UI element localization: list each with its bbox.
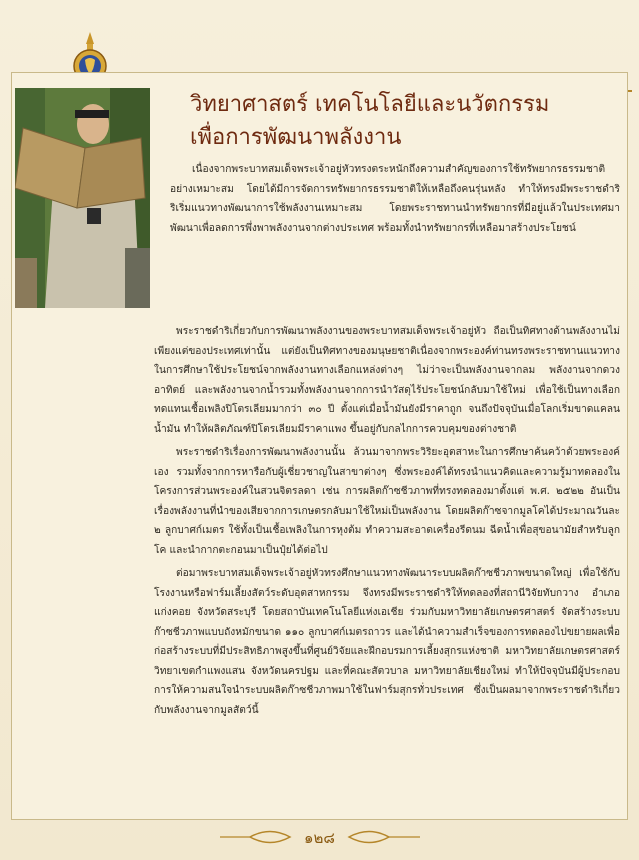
paragraph-1: เนื่องจากพระบาทสมเด็จพระเจ้าอยู่หัวทรงตระหนักถึงความสำคัญของการใช้ทรัพยากรธรรมชาติอย่างเหมาะสม โดยได้มีการจัดการทรัพยากรธรรมชาติให้เหลือถึงคนรุ่นหลัง ทำให้ทรงมีพระราชดำริริเริ่มแนวทางพัฒนาการใช้พลังงานเหมาะสม โดยพระราชทานนำทรัพยากรที่มีอยู่แล้วในประเทศมาพัฒนาเพื่อลดการพึ่งพาพลังงานจากต่างประเทศ พร้อมทั้งนำทรัพยากรที่เหลือมาสร้างประโยชน์ — [170, 164, 620, 234]
page-number: ๑๒๘ — [304, 829, 335, 847]
title-line-2: เพื่อการพัฒนาพลังงาน — [190, 125, 402, 150]
header — [0, 28, 639, 62]
photo-illustration — [15, 88, 150, 308]
paragraph-2: พระราชดำริเกี่ยวกับการพัฒนาพลังงานของพระบาทสมเด็จพระเจ้าอยู่หัว ถือเป็นทิศทางด้านพลังงานไม่เพียงแต่ของประเทศเท่านั้น แต่ยังเป็นทิศทางของมนุษยชาติเนื่องจากพระองค์ท่านทรงพระราชทานแนวทางในการศึกษาใช้ประโยชน์จากพลังงานทางเลือกแหล่งต่างๆ ไม่ว่าจะเป็นพลังงานจากลม พลังงานจากดวงอาทิตย์ และพลังงานจากน้ำรวมทั้งพลังงานจากการนำวัสดุไร้ประโยชน์กลับมาใช้ใหม่ เพื่อใช้เป็นทางเลือกทดแทนเชื้อเพลิงปิโตรเลียมมากว่า ๓๐ ปี ตั้งแต่เมื่อน้ำมันยังมีราคาถูก จนถึงปัจจุบันเมื่อโลกเริ่มขาดแคลนน้ำมัน ทำให้ผลิตภัณฑ์ปิโตรเลียมมีราคาแพง ขึ้นอยู่กับกลไกการควบคุมของต่างชาติ — [154, 326, 620, 435]
photo — [15, 88, 150, 308]
title-line-1: วิทยาศาสตร์ เทคโนโลยีและนวัตกรรม — [190, 92, 550, 117]
page-title — [190, 88, 610, 154]
article-body-continued — [154, 322, 620, 720]
paragraph-3: พระราชดำริเรื่องการพัฒนาพลังงานนั้น ล้วนมาจากพระวิริยะอุตสาหะในการศึกษาค้นคว้าด้วยพระองค์เอง รวมทั้งจากการหารือกับผู้เชี่ยวชาญในสาขาต่างๆ ซึ่งพระองค์ได้ทรงนำแนวคิดและความรู้มาทดลองในโครงการส่วนพระองค์ในสวนจิตรลดา เช่น การผลิตก๊าซชีวภาพที่ทรงทดลองมาตั้งแต่ พ.ศ. ๒๕๒๒ อันเป็นเรื่องพลังงานที่นำของเสียจากการเกษตรกลับมาใช้ใหม่เป็นพลังงาน โดยผลิตก๊าซจากมูลโคได้ประมาณวันละ ๒ ลูกบาศก์เมตร ใช้ทั้งเป็นเชื้อเพลิงในการหุงต้ม ทำความสะอาดเครื่องรีดนม ฉีดน้ำเพื่อสุขอนามัยสำหรับลูกโค และนำกากตะกอนมาเป็นปุ๋ยได้ต่อไป — [154, 447, 620, 556]
paragraph-4: ต่อมาพระบาทสมเด็จพระเจ้าอยู่หัวทรงศึกษาแนวทางพัฒนาระบบผลิตก๊าซชีวภาพขนาดใหญ่ เพื่อใช้กับโรงงานหรือฟาร์มเลี้ยงสัตว์ระดับอุตสาหกรรม จึงทรงมีพระราชดำริให้ทดลองที่สถานีวิจัยทับกวาง อำเภอแก่งคอย จังหวัดสระบุรี โดยสถาบันเทคโนโลยีแห่งเอเชีย ร่วมกับมหาวิทยาลัยเกษตรศาสตร์ จัดสร้างระบบก๊าซชีวภาพแบบถังหมักขนาด ๑๑๐ ลูกบาศก์เมตรถาวร และได้นำความสำเร็จของการทดลองไปขยายผลเพื่อก่อสร้างระบบที่มีประสิทธิภาพสูงขึ้นที่ศูนย์วิจัยและฝึกอบรมการเลี้ยงสุกรแห่งชาติ มหาวิทยาลัยเกษตรศาสตร์ วิทยาเขตกำแพงแสน จังหวัดนครปฐม และที่คณะสัตวบาล มหาวิทยาลัยเชียงใหม่ ทำให้ปัจจุบันมีผู้ประกอบการให้ความสนใจนำระบบผลิตก๊าซชีวภาพมาใช้ในฟาร์มสุกรทั่วประเทศ ซึ่งเป็นผลมาจากพระราชดำริเกี่ยวกับพลังงานจากมูลสัตว์นี้ — [154, 568, 620, 716]
article-body — [170, 160, 620, 238]
